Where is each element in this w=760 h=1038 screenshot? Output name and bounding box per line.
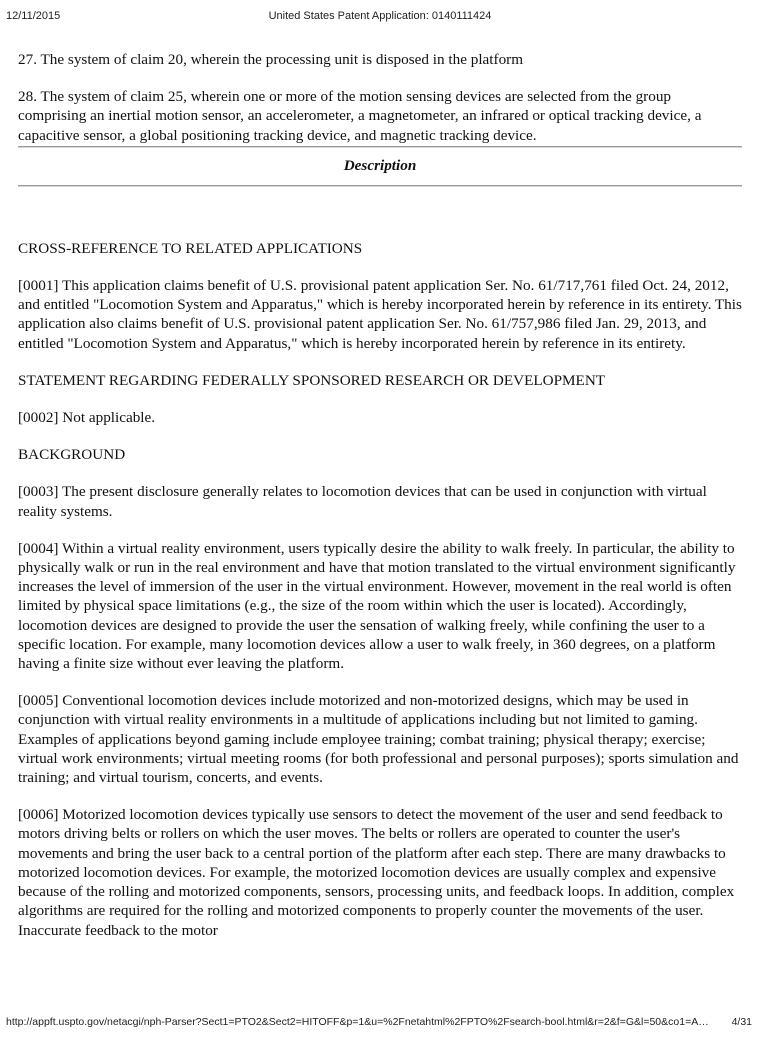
print-footer xyxy=(6,1016,752,1030)
description-section-header xyxy=(18,146,742,187)
heading-cross-reference: CROSS-REFERENCE TO RELATED APPLICATIONS xyxy=(18,239,363,257)
document-title: United States Patent Application: 0140111424 xyxy=(268,10,492,22)
print-header xyxy=(6,10,754,26)
page-number: 4/31 xyxy=(731,1016,752,1028)
source-url: http://appft.uspto.gov/netacgi/nph-Parser?Sect1=PTO2&Sect2=HITOFF&p=1&u=%2Fnetahtml%2FPTO%2Fsearch-bool.html&r=2&f=G&l=50&co1=A… xyxy=(6,1016,709,1028)
print-date: 12/11/2015 xyxy=(6,10,61,22)
paragraph-0003: [0003] The present disclosure generally relates to locomotion devices that can be used in conjunction with virtual reality systems. xyxy=(18,483,707,520)
heading-federal-research: STATEMENT REGARDING FEDERALLY SPONSORED RESEARCH OR DEVELOPMENT xyxy=(18,371,606,389)
claim-27: 27. The system of claim 20, wherein the processing unit is disposed in the platform xyxy=(18,51,524,68)
paragraph-0002: [0002] Not applicable. xyxy=(18,409,156,427)
heading-background: BACKGROUND xyxy=(18,446,126,464)
paragraph-0006: [0006] Motorized locomotion devices typically use sensors to detect the movement of the user and send feedback to motors driving belts or rollers on which the user moves. The belts or rollers are operated to counter the user's movements and bring the user back to a central portion of the platform after each step. There are many drawbacks to motorized locomotion devices. For example, the motorized locomotion devices are usually complex and expensive because of the rolling and motorized components, sensors, processing units, and feedback loops. In addition, complex algorithms are required for the rolling and motorized components to properly counter the movements of the user. Inaccurate feedback to the motor xyxy=(18,806,735,939)
section-title-description: Description xyxy=(343,156,417,174)
paragraph-0001: [0001] This application claims benefit of U.S. provisional patent application Ser. No. 61/717,761 filed Oct. 24, 2012, and entitled "Locomotion System and Apparatus," which is hereby incorporated herein by reference in its entirety. This application also claims benefit of U.S. provisional patent application Ser. No. 61/757,986 filed Jan. 29, 2013, and entitled "Locomotion System and Apparatus," which is hereby incorporated herein by reference in its entirety. xyxy=(18,277,742,352)
document-content xyxy=(18,50,742,958)
spacer xyxy=(18,187,742,239)
paragraph-0005: [0005] Conventional locomotion devices include motorized and non-motorized designs, which may be used in conjunction with virtual reality environments in a multitude of applications including but not limited to gaming. Examples of applications beyond gaming include employee training; combat training; physical therapy; exercise; virtual work environments; virtual meeting rooms (for both professional and personal purposes); sports simulation and training; and virtual tourism, concerts, and events. xyxy=(18,692,739,787)
paragraph-0004: [0004] Within a virtual reality environment, users typically desire the ability to walk freely. In particular, the ability to physically walk or run in the real environment and have that motion translated to the virtual environment significantly increases the level of immersion of the user in the virtual environment. However, movement in the real world is often limited by physical space limitations (e.g., the size of the room within which the user is located). Accordingly, locomotion devices are designed to provide the user the sensation of walking freely, while confining the user to a specific location. For example, many locomotion devices allow a user to walk freely, in 360 degrees, on a platform having a finite size without ever leaving the platform. xyxy=(18,539,736,673)
claim-28: 28. The system of claim 25, wherein one or more of the motion sensing devices are selected from the group comprising an inertial motion sensor, an accelerometer, a magnetometer, an infrared or optical tracking device, a capacitive sensor, a global positioning tracking device, and magnetic tracking device. xyxy=(18,88,702,144)
